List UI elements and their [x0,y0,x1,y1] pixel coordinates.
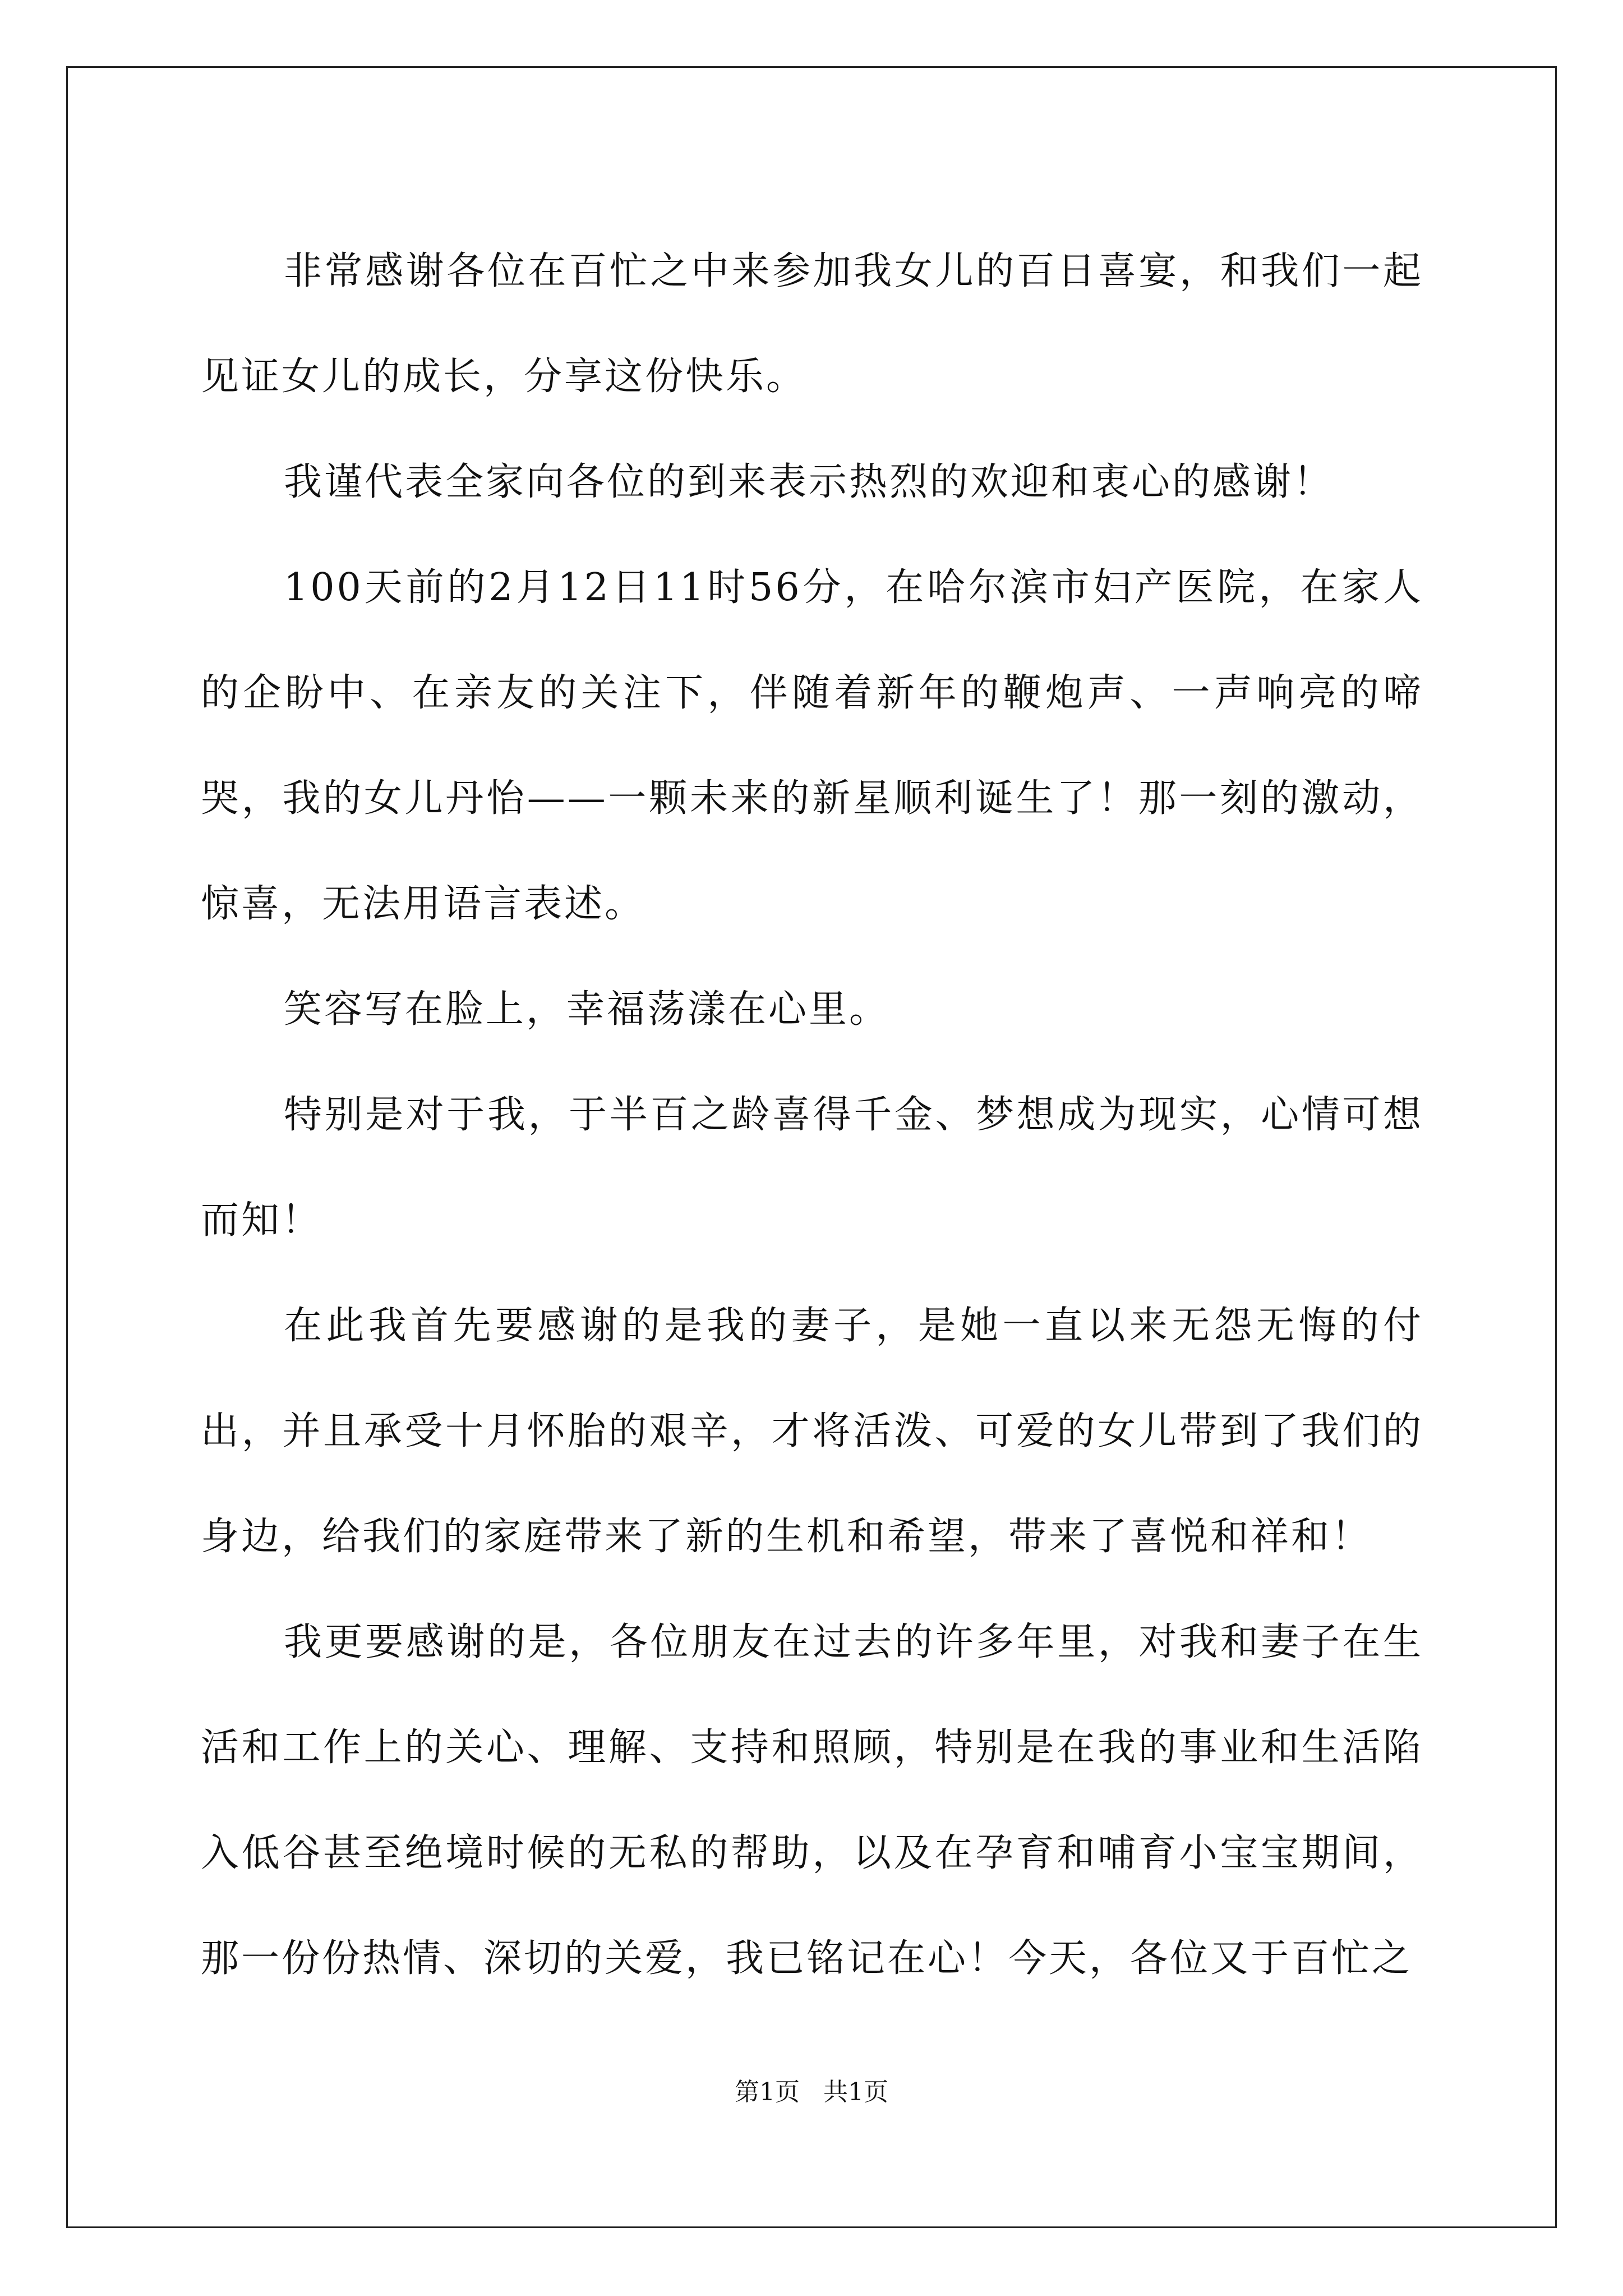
paragraph: 特别是对于我，于半百之龄喜得千金、梦想成为现实，心情可想而知！ [201,1093,1423,1243]
document-body [201,219,1423,2012]
page-total: 共1页 [823,2078,888,2106]
paragraph: 非常感谢各位在百忙之中来参加我女儿的百日喜宴，和我们一起见证女儿的成长，分享这份快乐。 [201,249,1423,399]
page-footer [0,2076,1623,2109]
footer-spacer [800,2078,823,2106]
paragraph: 在此我首先要感谢的是我的妻子，是她一直以来无怨无悔的付出，并且承受十月怀胎的艰辛，才将活泼、可爱的女儿带到了我们的身边，给我们的家庭带来了新的生机和希望，带来了喜悦和祥和！ [201,1304,1423,1559]
page-number: 第1页 [735,2078,800,2106]
paragraph: 笑容写在脸上，幸福荡漾在心里。 [284,987,890,1032]
paragraph: 我谨代表全家向各位的到来表示热烈的欢迎和衷心的感谢！ [284,460,1334,504]
paragraph: 我更要感谢的是，各位朋友在过去的许多年里，对我和妻子在生活和工作上的关心、理解、支持和照顾，特别是在我的事业和生活陷入低谷甚至绝境时候的无私的帮助，以及在孕育和哺育小宝宝期间，那一份份热情、深切的关爱，我已铭记在心！今天，各位又于百忙之 [201,1620,1423,1981]
paragraph: 100天前的2月12日11时56分，在哈尔滨市妇产医院，在家人的企盼中、在亲友的关注下，伴随着新年的鞭炮声、一声响亮的啼哭，我的女儿丹怡——一颗未来的新星顺利诞生了！那一刻的激动，惊喜，无法用语言表述。 [201,565,1423,926]
